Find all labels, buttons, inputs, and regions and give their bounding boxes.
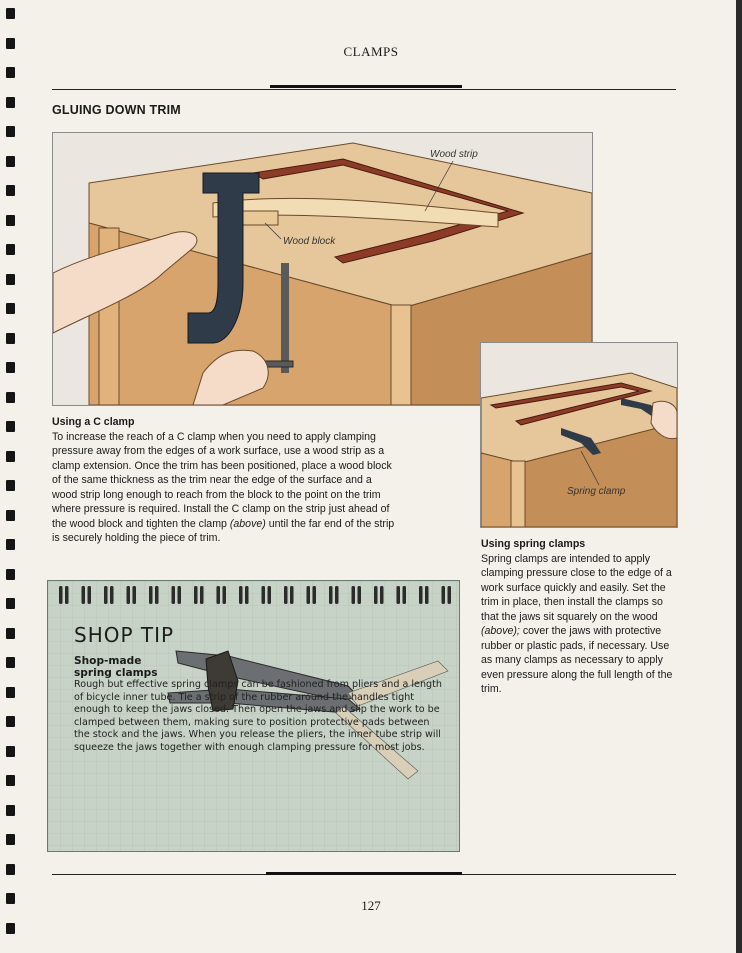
binding-hole <box>6 510 15 521</box>
label-spring-clamp: Spring clamp <box>567 486 626 497</box>
shop-tip-box <box>47 580 460 852</box>
binding-hole <box>6 215 15 226</box>
shop-tip-heading: SHOP TIP <box>74 623 175 647</box>
notepad-ring <box>284 586 294 604</box>
spring-clamp-text-2: cover the jaws with protective rubber or plastic pads, if necessary. Use as many clamps as necessary to apply even pressure along the full length of the trim. <box>481 625 673 695</box>
binding-hole <box>6 67 15 78</box>
binding-hole <box>6 657 15 668</box>
notepad-ring <box>104 586 114 604</box>
notepad-ring <box>239 586 249 604</box>
notepad-ring <box>374 586 384 604</box>
binding-hole <box>6 421 15 432</box>
footer-rule-accent <box>266 872 462 875</box>
notepad-ring <box>82 586 92 604</box>
spring-clamp-caption <box>481 537 677 697</box>
binding-hole <box>6 451 15 462</box>
notepad-ring <box>217 586 227 604</box>
label-wood-strip: Wood strip <box>430 149 478 160</box>
spring-clamp-illustration <box>480 342 678 528</box>
binding-hole <box>6 834 15 845</box>
notepad-ring <box>329 586 339 604</box>
binding-hole <box>6 126 15 137</box>
header-rule-accent <box>270 85 462 88</box>
binding-hole <box>6 97 15 108</box>
binding-hole <box>6 775 15 786</box>
page-edge <box>736 0 742 953</box>
spring-clamp-caption-title: Using spring clamps <box>481 538 586 550</box>
c-clamp-caption-title: Using a C clamp <box>52 416 135 428</box>
c-clamp-text-ref: (above) <box>229 517 266 530</box>
binding-hole <box>6 569 15 580</box>
binding-hole <box>6 8 15 19</box>
binding-hole <box>6 274 15 285</box>
notepad-ring <box>442 586 452 604</box>
c-clamp-text-2: until the far end of the strip is securely holding the piece of trim. <box>52 517 395 544</box>
binding-hole <box>6 805 15 816</box>
shop-tip-body <box>74 679 444 755</box>
binding-hole <box>6 628 15 639</box>
notepad-rings <box>47 584 458 608</box>
label-wood-block: Wood block <box>283 236 336 247</box>
shop-tip-body-text: Rough but effective spring clamps can be fashioned from pliers and a length of bicycle inner tube. Tie a strip of the rubber around the handles tight enough to keep the jaws closed. Then open the jaws and slip the work to be clamped between them, making sure to position protective pads between the stock and the jaws. When you release the pliers, the inner tube strip will squeeze the jaws together with enough clamping pressure for most jobs. <box>74 679 442 753</box>
c-clamp-caption <box>52 415 397 546</box>
running-header: CLAMPS <box>343 44 399 59</box>
binding-hole <box>6 539 15 550</box>
notepad-ring <box>149 586 159 604</box>
spring-clamp-text-1: Spring clamps are intended to apply clamping pressure close to the edge of a work surface quickly and easily. Set the trim in place, then install the clamps so that the jaws sit squarely on the wood <box>481 552 672 623</box>
notepad-ring <box>172 586 182 604</box>
c-clamp-caption-text <box>52 430 397 546</box>
notepad-ring <box>352 586 362 604</box>
binding-hole <box>6 716 15 727</box>
section-title: GLUING DOWN TRIM <box>52 103 181 117</box>
binding-hole <box>6 864 15 875</box>
notepad-ring <box>262 586 272 604</box>
c-clamp-text-1: To increase the reach of a C clamp when you need to apply clamping pressure away from the edges of a work surface, use a wood strip as a clamp extension. Once the trim has been positioned, place a wood block of the same thickness as the trim near the edge of the surface and a wood strip long enough to reach from the block to the point on the trim where pressure is required. Install the C clamp on the strip just ahead of the wood block and tighten the clamp <box>52 430 392 530</box>
binding-hole <box>6 392 15 403</box>
page-number: 127 <box>361 898 381 913</box>
spiral-binding <box>6 0 18 953</box>
spring-clamp-caption-text <box>481 552 677 697</box>
binding-hole <box>6 156 15 167</box>
binding-hole <box>6 333 15 344</box>
notepad-ring <box>194 586 204 604</box>
binding-hole <box>6 185 15 196</box>
binding-hole <box>6 244 15 255</box>
spring-clamp-text-ref: (above); <box>481 625 520 637</box>
binding-hole <box>6 746 15 757</box>
notepad-ring <box>307 586 317 604</box>
notepad-ring <box>59 586 69 604</box>
binding-hole <box>6 687 15 698</box>
binding-hole <box>6 480 15 491</box>
notepad-ring <box>397 586 407 604</box>
notepad-ring <box>127 586 137 604</box>
shop-tip-subheading: Shop-made spring clamps <box>74 655 158 679</box>
binding-hole <box>6 362 15 373</box>
notepad-ring <box>419 586 429 604</box>
binding-hole <box>6 598 15 609</box>
binding-hole <box>6 923 15 934</box>
header-rule <box>52 89 676 90</box>
binding-hole <box>6 303 15 314</box>
